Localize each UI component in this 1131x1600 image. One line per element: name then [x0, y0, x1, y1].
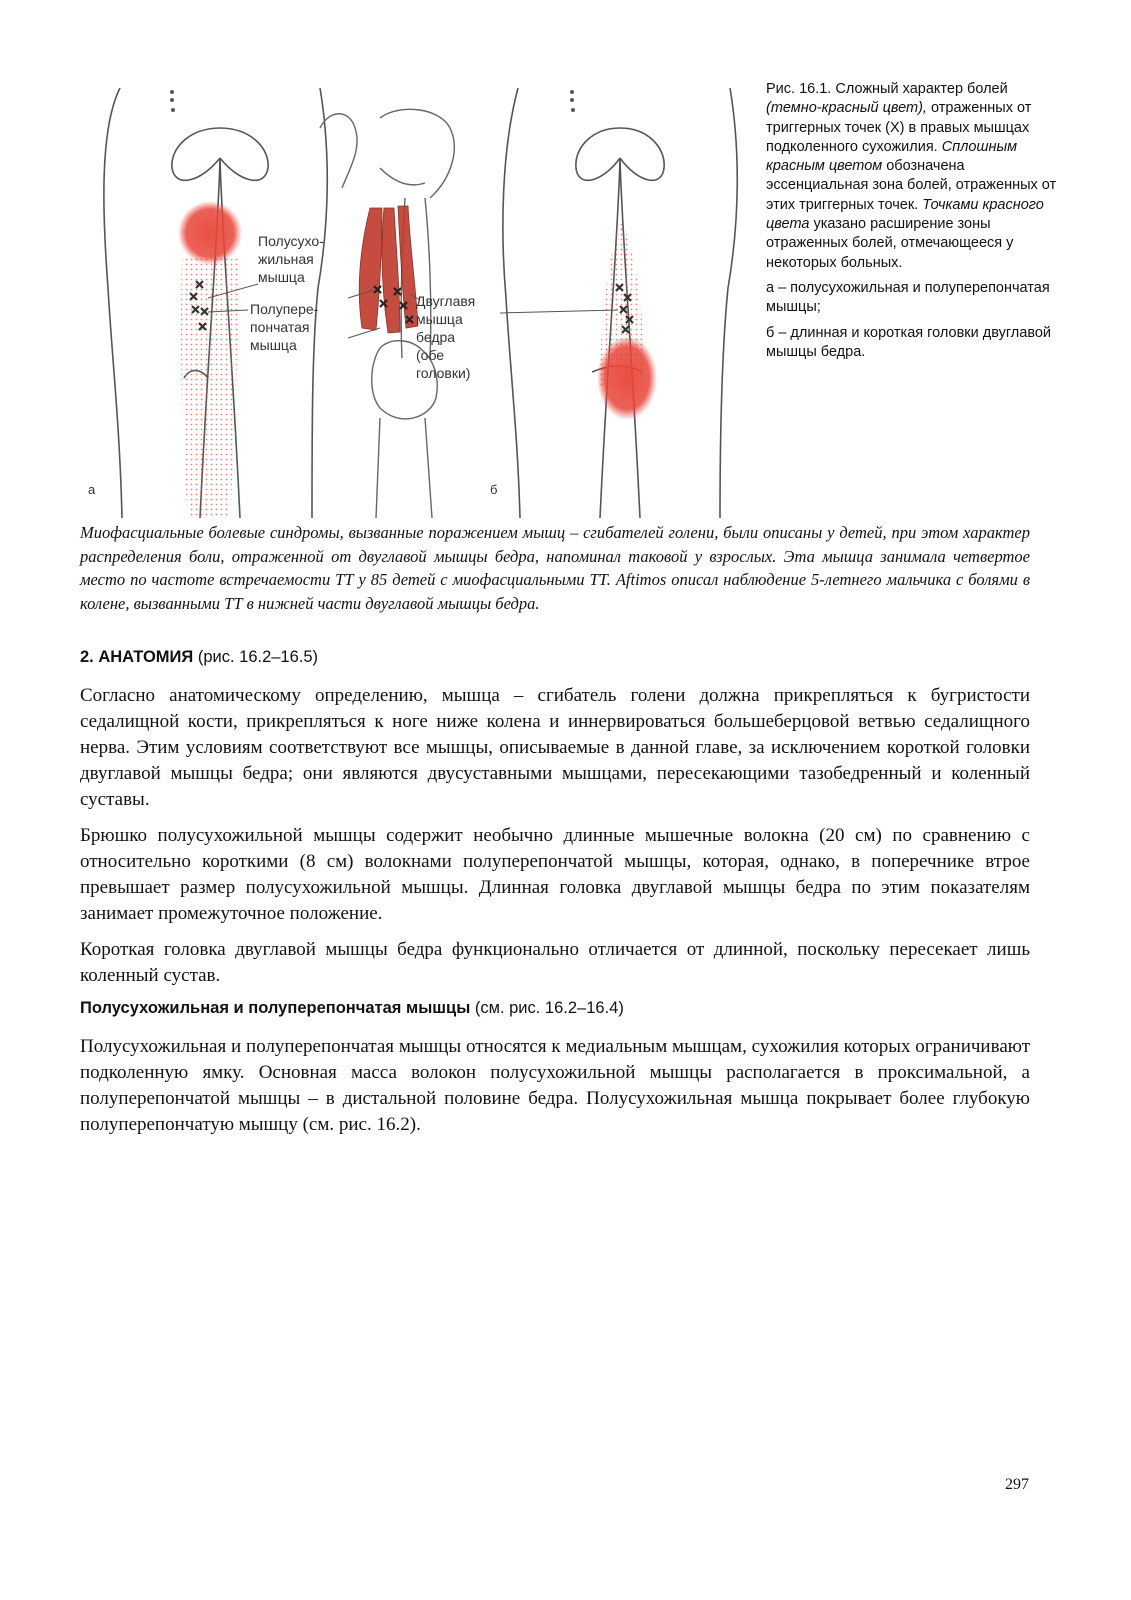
hamstring-muscles — [359, 206, 418, 333]
intro-italic-paragraph: Миофасциальные болевые синдромы, вызванные поражением мышц – сгибателей голени, были описаны у детей, при этом характер распределения боли, отраженной от двуглавой мышцы бедра, напоминал таковой у взрослых. Эта мышца занимала четвертое место по частоте встречаемости ТТ у 85 детей с миофасциальными ТТ. Aftimos описал наблюдение 5-летнего мальчика с болями в колене, вызванными ТТ в нижней части двуглавой мышцы бедра. — [80, 523, 1030, 613]
paragraph-3: Короткая головка двуглавой мышцы бедра функционально отличается от длинной, поскольку пересекает лишь коленный сустав. — [80, 939, 1030, 986]
figure-caption — [766, 80, 1066, 368]
biceps-femoris-label: Двуглавя мышца бедра (обе головки) — [416, 293, 476, 381]
paragraph-2: Брюшко полусухожильной мышцы содержит необычно длинные мышечные волокна (20 см) по сравнению с относительно короткими (8 см) волокнами полуперепончатой мышцы, которая, однако, в поперечнике втрое превышает размер полусухожильной мышцы. Длинная головка двуглавой мышцы бедра по этим показателям занимает промежуточное положение. — [80, 825, 1030, 924]
semitendinosus-label: Полусухо- жильная мышца — [258, 233, 324, 285]
hamstring-pain-illustration — [80, 88, 748, 518]
paragraph-4: Полусухожильная и полуперепончатая мышцы относятся к медиальным мышцам, сухожилия которых ограничивают подколенную ямку. Основная масса волокон полусухожильной мышцы располагается в проксимальной, а полуперепончатой мышцы – в дистальной половине бедра. Полусухожильная мышца покрывает более глубокую полуперепончатую мышцу (см. рис. 16.2). — [80, 1036, 1030, 1135]
anatomy-figure — [80, 88, 748, 518]
section-heading: 2. АНАТОМИЯ (рис. 16.2–16.5) — [80, 648, 319, 666]
panel-b-letter: б — [490, 482, 498, 497]
subsection-heading: Полусухожильная и полуперепончатая мышцы (см. рис. 16.2–16.4) — [80, 999, 624, 1017]
panel-a-spine-marks — [170, 90, 175, 112]
paragraph-1: Согласно анатомическому определению, мышца – сгибатель голени должна прикрепляться к бугристости седалищной кости, прикрепляться к ноге ниже колена и иннервироваться большеберцовой ветвью седалищного нерва. Этим условиям соответствуют все мышцы, описываемые в данной главе, за исключением короткой головки двуглавой мышцы бедра; они являются двусуставными мышцами, пересекающими тазобедренный и коленный суставы. — [80, 685, 1030, 810]
page-number: 297 — [1005, 1476, 1029, 1493]
panel-b-leader-line — [500, 310, 618, 313]
panel-b-essential-pain-zone — [597, 336, 657, 420]
caption-b: б – длинная и короткая головки двуглавой мышцы бедра. — [766, 324, 1052, 360]
caption-a: а – полусухожильная и полуперепончатая мышцы; — [766, 279, 1050, 316]
panel-a-letter: а — [88, 482, 96, 497]
caption-main: Рис. 16.1. Сложный характер болей (темно-красный цвет), отраженных от триггерных точек (Х) в правых мышцах подколенного сухожилия. Сплошным красным цветом обозначена эссенциальная зона болей, отраженных от этих триггерных точек. Точками красного цвета указано расширение зоны отраженных болей, отмечающееся у некоторых больных. — [766, 81, 1057, 271]
panel-a-essential-pain-zone — [178, 201, 242, 265]
panel-b-spine-marks — [570, 90, 575, 112]
semimembranosus-label: Полупере- пончатая мышца — [250, 301, 319, 353]
